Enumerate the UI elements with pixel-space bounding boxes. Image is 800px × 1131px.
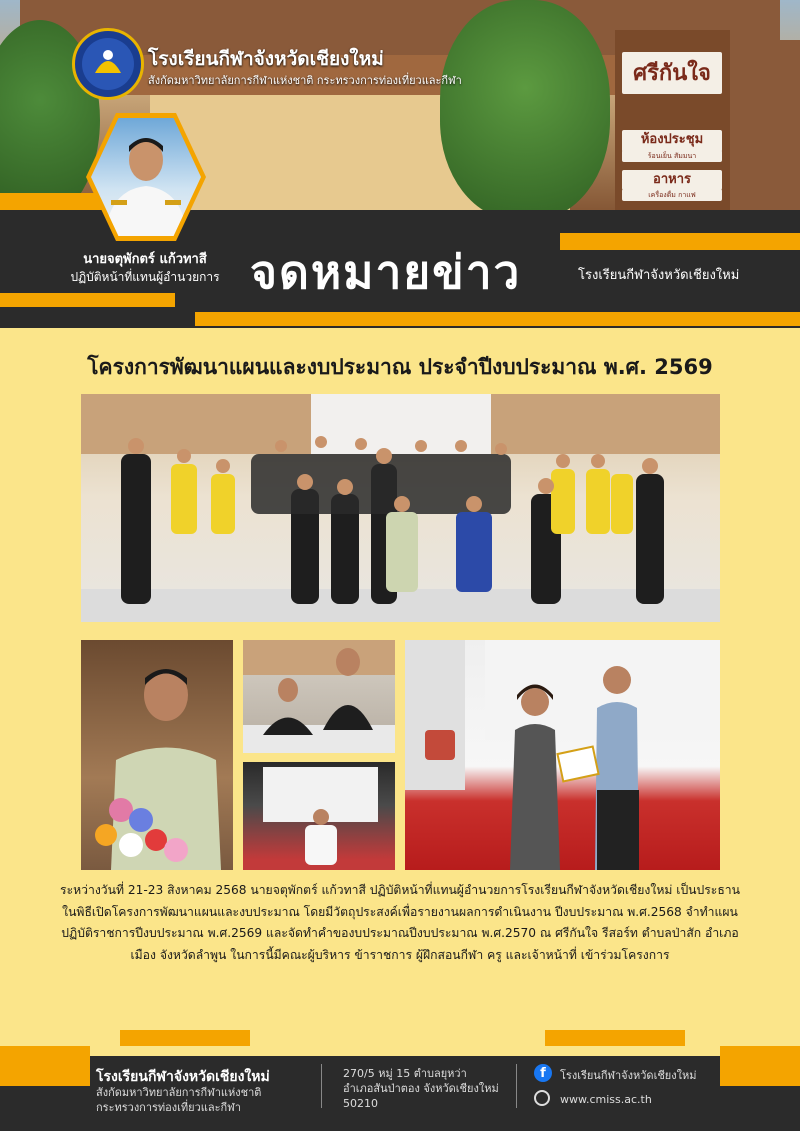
newsletter-title: จดหมายข่าว bbox=[250, 245, 522, 299]
accent-stripe bbox=[0, 193, 110, 210]
accent-stripe bbox=[0, 293, 175, 307]
footer-address-line1: 270/5 หมู่ 15 ตำบลยุหว่า bbox=[343, 1067, 467, 1080]
meeting-photo bbox=[243, 640, 395, 753]
director-name: นายจตุพักตร์ แก้วทาสี bbox=[83, 252, 207, 267]
school-affiliation: สังกัดมหาวิทยาลัยการกีฬาแห่งชาติ กระทรวงการท่องเที่ยวและกีฬา bbox=[148, 74, 462, 87]
band-school-name: โรงเรียนกีฬาจังหวัดเชียงใหม่ bbox=[578, 268, 740, 283]
footer-affiliation-line2: กระทรวงการท่องเที่ยวและกีฬา bbox=[96, 1101, 241, 1114]
footer-accent bbox=[720, 1046, 800, 1086]
certificate-photo bbox=[405, 640, 720, 870]
footer-accent bbox=[120, 1030, 250, 1046]
accent-stripe bbox=[195, 312, 800, 326]
footer-school-name: โรงเรียนกีฬาจังหวัดเชียงใหม่ bbox=[96, 1069, 270, 1085]
sign-main: ศรีกันใจ bbox=[622, 52, 722, 94]
footer-address-line2: อำเภอสันป่าตอง จังหวัดเชียงใหม่ bbox=[343, 1082, 499, 1095]
footer-accent bbox=[545, 1030, 685, 1046]
footer-accent bbox=[0, 1046, 90, 1086]
sign-meeting: ห้องประชุม bbox=[622, 130, 722, 152]
facebook-icon[interactable]: f bbox=[534, 1064, 552, 1082]
footer-address-line3: 50210 bbox=[343, 1097, 378, 1110]
director-role: ปฏิบัติหน้าที่แทนผู้อำนวยการ bbox=[70, 270, 220, 284]
news-body: ระหว่างวันที่ 21-23 สิงหาคม 2568 นายจตุพักตร์ แก้วทาสี ปฏิบัติหน้าที่แทนผู้อำนวยการโรงเรียนกีฬาจังหวัดเชียงใหม่ เป็นประธานในพิธีเปิดโครงการพัฒนาแผนและงบประมาณ โดยมีวัตถุประสงค์เพื่อรายงานผลการดำเนินงาน ปีงบประมาณ พ.ศ.2568 จำทำแผนปฏิบัติราชการปีงบประมาณ พ.ศ.2569 และจัดทำคำของบประมาณปีงบประมาณ พ.ศ.2570 ณ ศรีกันใจ รีสอร์ท ตำบลป่าสัก อำเภอเมือง จังหวัดลำพูน ในการนี้มีคณะผู้บริหาร ข้าราชการ ผู้ฝึกสอนกีฬา ครู และเจ้าหน้าที่ เข้าร่วมโครงการ bbox=[60, 883, 740, 962]
school-logo bbox=[72, 28, 144, 100]
presentation-photo bbox=[243, 762, 395, 870]
footer-divider bbox=[321, 1064, 322, 1108]
footer-divider bbox=[516, 1064, 517, 1108]
speaker-photo bbox=[81, 640, 233, 870]
footer-address bbox=[343, 1066, 499, 1111]
sign-food: อาหาร bbox=[622, 170, 722, 190]
group-photo bbox=[81, 394, 720, 622]
accent-stripe bbox=[560, 233, 800, 250]
news-headline: โครงการพัฒนาแผนและงบประมาณ ประจำปีงบประมาณ พ.ศ. 2569 bbox=[87, 355, 713, 379]
school-name: โรงเรียนกีฬาจังหวัดเชียงใหม่ bbox=[148, 48, 384, 70]
sign-meeting-sub: ร้อนเย็น สัมมนา bbox=[622, 150, 722, 162]
footer-affiliation-line1: สังกัดมหาวิทยาลัยการกีฬาแห่งชาติ bbox=[96, 1086, 262, 1099]
sign-food-sub: เครื่องดื่ม กาแฟ bbox=[622, 189, 722, 201]
website-link[interactable]: www.cmiss.ac.th bbox=[560, 1093, 652, 1106]
globe-icon[interactable] bbox=[534, 1090, 550, 1106]
facebook-link[interactable]: โรงเรียนกีฬาจังหวัดเชียงใหม่ bbox=[560, 1069, 697, 1082]
footer-affiliation bbox=[96, 1085, 261, 1115]
